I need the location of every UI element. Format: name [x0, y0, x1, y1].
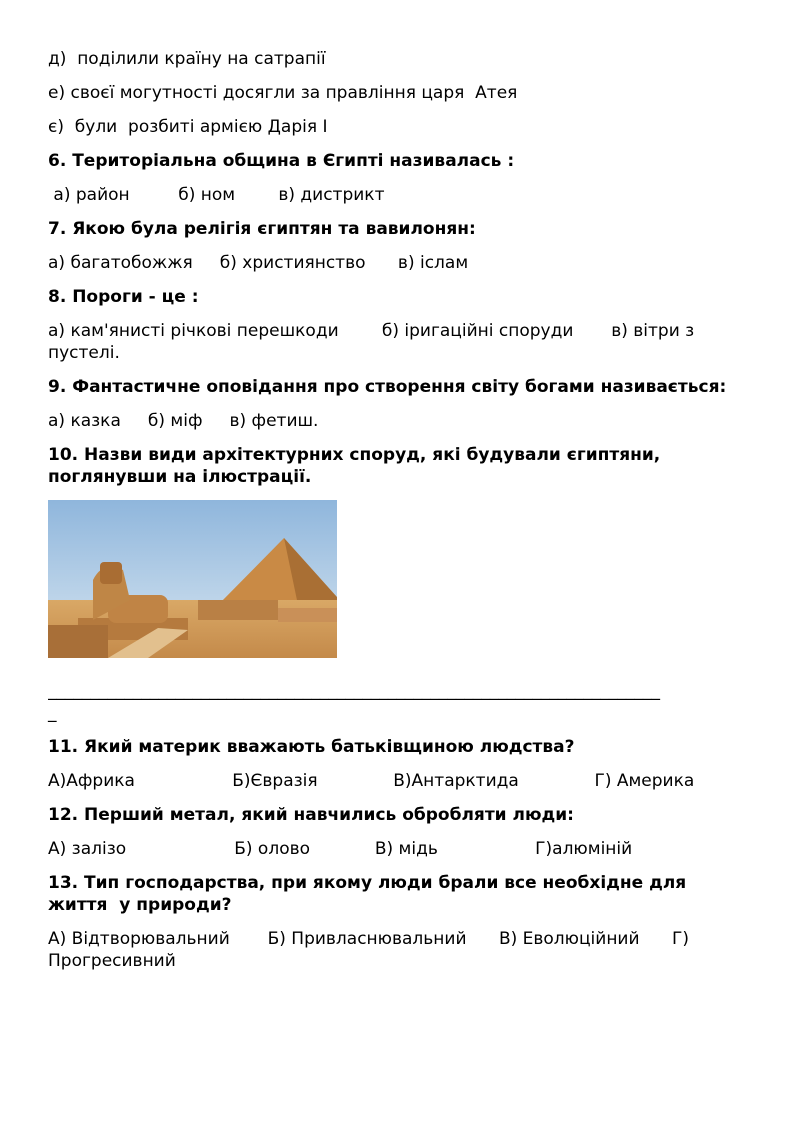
- option-ye: є) були розбиті армією Дарія І: [48, 117, 328, 137]
- question-6: 6. Територіальна община в Єгипті називалась :: [48, 151, 515, 171]
- answer-blank-tail: _: [48, 703, 57, 723]
- question-10: 10. Назви види архітектурних споруд, які будували єгиптяни, поглянувши на ілюстрації.: [48, 445, 667, 487]
- sphinx-pyramid-photo: [48, 500, 337, 658]
- option-d: д) поділили країну на сатрапії: [48, 49, 326, 69]
- options-12: А) залізо Б) олово В) мідь Г)алюміній: [48, 839, 633, 859]
- question-13: 13. Тип господарства, при якому люди брали все необхідне для життя у природи?: [48, 873, 693, 915]
- question-7: 7. Якою була релігія єгиптян та вавилонян:: [48, 219, 476, 239]
- worksheet-page: [48, 48, 748, 972]
- options-13: А) Відтворювальний Б) Привласнювальний В) Еволюційний Г) Прогресивний: [48, 929, 695, 971]
- options-9: а) казка б) міф в) фетиш.: [48, 411, 319, 431]
- options-8: а) кам'янисті річкові перешкоди б) іригаційні споруди в) вітри з пустелі.: [48, 321, 700, 363]
- answer-blank-line[interactable]: ________________________________________________________________________: [48, 681, 660, 701]
- options-6: а) район б) ном в) дистрикт: [48, 185, 385, 205]
- question-8: 8. Пороги - це :: [48, 287, 199, 307]
- question-12: 12. Перший метал, який навчились обробляти люди:: [48, 805, 574, 825]
- options-7: а) багатобожжя б) християнство в) іслам: [48, 253, 469, 273]
- question-9: 9. Фантастичне оповідання про створення світу богами називається:: [48, 377, 727, 397]
- option-e: е) своєї могутності досягли за правління царя Атея: [48, 83, 518, 103]
- question-11: 11. Який материк вважають батьківщиною людства?: [48, 737, 575, 757]
- options-11: А)Африка Б)Євразія В)Антарктида Г) Америка: [48, 771, 695, 791]
